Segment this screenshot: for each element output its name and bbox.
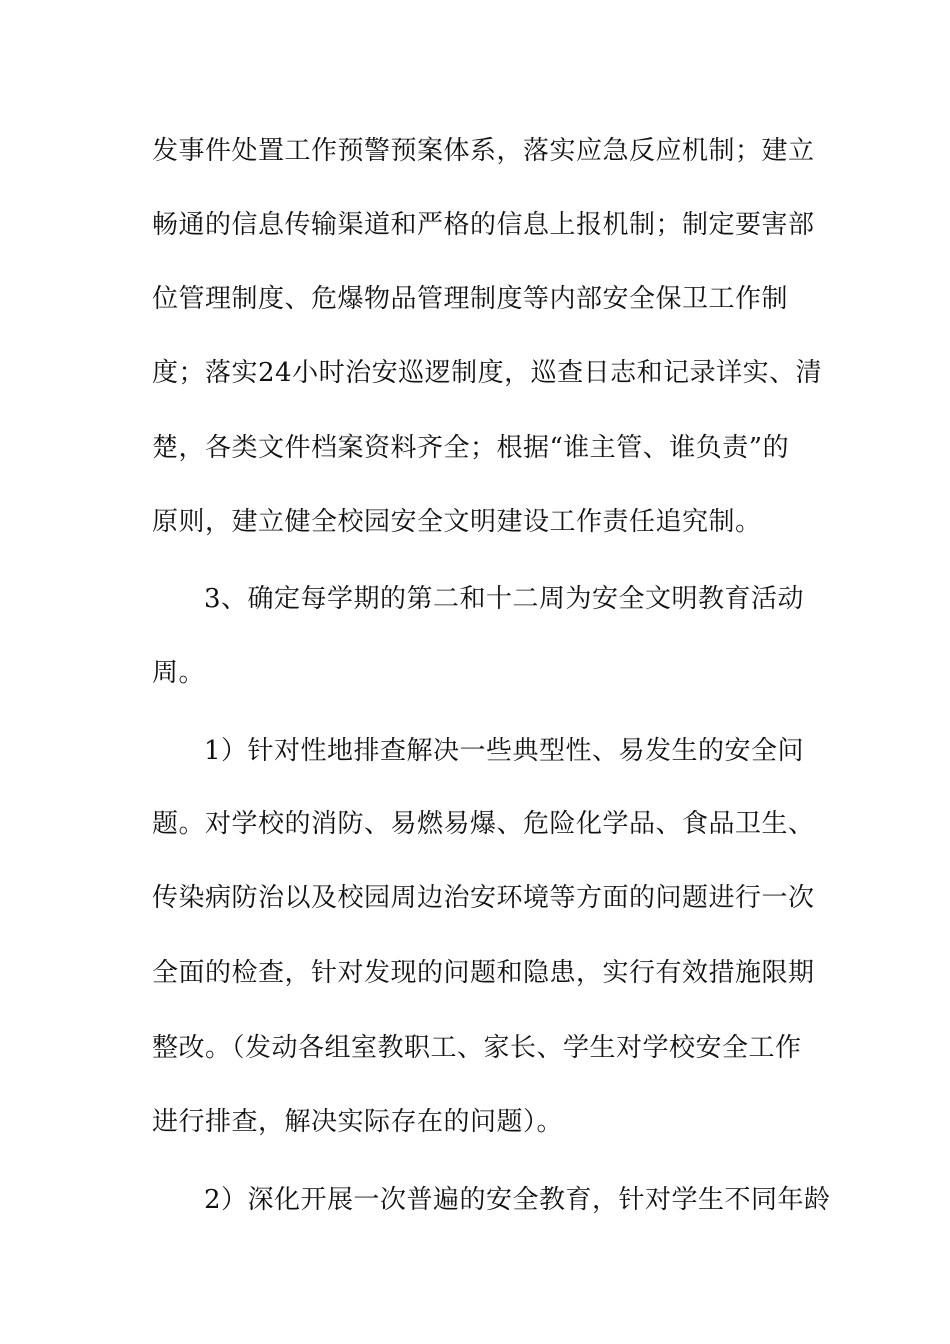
paragraph-line: 全面的检查，针对发现的问题和隐患，实行有效措施限期 xyxy=(152,958,815,988)
paragraph-line: 周。 xyxy=(152,658,206,688)
paragraph-line: 位管理制度、危爆物品管理制度等内部安全保卫工作制 xyxy=(152,284,789,314)
list-item-line: 1）针对性地排查解决一些典型性、易发生的安全问 xyxy=(204,736,805,766)
list-item-line: 2）深化开展一次普遍的安全教育，针对学生不同年龄 xyxy=(204,1185,831,1215)
paragraph-line: 畅通的信息传输渠道和严格的信息上报机制；制定要害部 xyxy=(152,210,815,240)
paragraph-line: 进行排查，解决实际存在的问题）。 xyxy=(152,1107,564,1137)
paragraph-line: 发事件处置工作预警预案体系，落实应急反应机制；建立 xyxy=(152,136,815,166)
paragraph-line: 整改。（发动各组室教职工、家长、学生对学校安全工作 xyxy=(152,1033,802,1063)
paragraph-line: 传染病防治以及校园周边治安环境等方面的问题进行一次 xyxy=(152,883,815,913)
section-heading-line: 3、确定每学期的第二和十二周为安全文明教育活动 xyxy=(204,584,805,614)
paragraph-line: 题。对学校的消防、易燃易爆、危险化学品、食品卫生、 xyxy=(152,809,815,839)
paragraph-line: 度；落实24小时治安巡逻制度，巡查日志和记录详实、清 xyxy=(152,358,823,388)
paragraph-line: 楚，各类文件档案资料齐全；根据“谁主管、谁负责”的 xyxy=(152,433,790,463)
paragraph-line: 原则，建立健全校园安全文明建设工作责任追究制。 xyxy=(152,507,762,537)
